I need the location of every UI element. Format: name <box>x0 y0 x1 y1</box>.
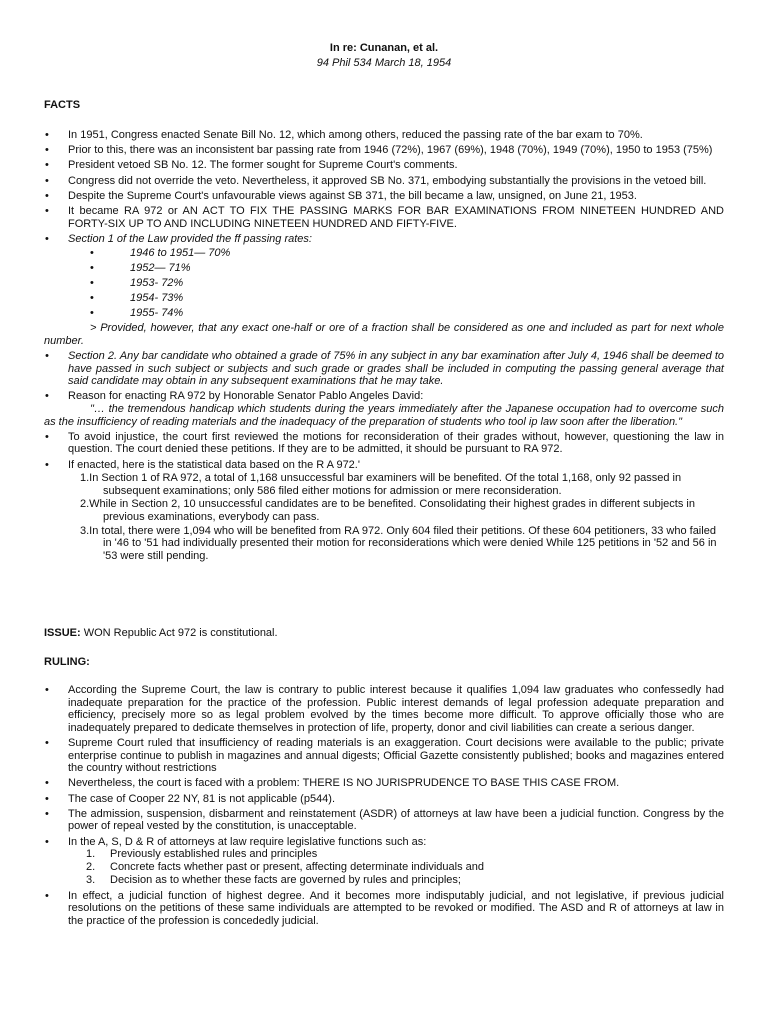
list-item: • The case of Cooper 22 NY, 81 is not applicable (p544). <box>44 793 724 806</box>
proviso-text: > Provided, however, that any exact one-half or ore of a fraction shall be considered as one and included as part for next whole number. <box>44 322 724 347</box>
reason-quote-wrap <box>44 403 724 428</box>
list-item-asdr <box>44 836 724 888</box>
functions-list <box>68 848 724 887</box>
stat-item: 3.In total, there were 1,094 who will be benefited from RA 972. Only 604 filed their petitions. Of these 604 petitioners, 33 who failed in '46 to '51 had individually presented their motion for reconsiderations which were denied While 125 petitions in '52 and 56 in '53 were still pending. <box>80 524 717 562</box>
list-item: • The admission, suspension, disbarment and reinstatement (ASDR) of attorneys at law have been a judicial function. Congress by the power of repeal vested by the constitution, is unacceptable. <box>44 808 724 833</box>
function-item <box>68 861 724 874</box>
issue-label: ISSUE: <box>44 627 81 639</box>
passing-rate: • 1955- 74% <box>90 307 724 320</box>
passing-rate: • 1953- 72% <box>90 277 724 290</box>
issue-line <box>44 627 278 639</box>
passing-rate: • 1946 to 1951— 70% <box>90 247 724 260</box>
list-item: • It became RA 972 or AN ACT TO FIX THE PASSING MARKS FOR BAR EXAMINATIONS FROM NINETEEN HUNDRED AND FORTY-SIX UP TO AND INCLUDING NINETEEN HUNDRED AND FIFTY-FIVE. <box>44 205 724 230</box>
list-item: • In effect, a judicial function of highest degree. And it becomes more indisputably judicial, and not legislative, if previous judicial resolutions on the petitions of these same individuals are attempted to be revoked or modified. The ASD and R of attorneys at law in the practice of the profession is concededly judicial. <box>44 890 724 928</box>
list-item: • President vetoed SB No. 12. The former sought for Supreme Court's comments. <box>44 159 724 172</box>
facts-list <box>44 129 724 565</box>
ruling-heading: RULING: <box>44 656 90 668</box>
list-item: • Prior to this, there was an inconsistent bar passing rate from 1946 (72%), 1967 (69%), 1948 (70%), 1949 (70%), 1950 to 1953 (75%) <box>44 144 724 157</box>
case-citation: 94 Phil 534 March 18, 1954 <box>316 57 452 69</box>
passing-rate: • 1952— 71% <box>90 262 724 275</box>
asdr-intro: In the A, S, D & R of attorneys at law require legislative functions such as: <box>68 835 427 848</box>
issue-text: WON Republic Act 972 is constitutional. <box>80 627 278 639</box>
function-num: 3. <box>86 874 96 887</box>
list-item-reason <box>44 390 724 428</box>
case-title: In re: Cunanan, et al. <box>329 42 439 54</box>
list-item: • To avoid injustice, the court first reviewed the motions for reconsideration of their grades without, however, questioning the law in question. The court denied these petitions. If they are to be admitted, it should be pursuant to RA 972. <box>44 431 724 456</box>
list-item-stats <box>44 459 724 563</box>
list-item: • According the Supreme Court, the law is contrary to public interest because it qualifies 1,094 law graduates who confessedly had inadequate preparation for the practice of the profession. Public interest demands of legal profession adequate preparation and efficiency, precisely more so as legal problem evolved by the times become more difficult. To approve officially those who are inadequately prepared to dedicate themselves in protection of life, property, donor and civil liabilities can create a serious danger. <box>44 684 724 734</box>
function-item <box>68 874 724 887</box>
list-item: • Congress did not override the veto. Nevertheless, it approved SB No. 371, embodying substantially the provisions in the vetoed bill. <box>44 175 724 188</box>
list-item: • Supreme Court ruled that insufficiency of reading materials is an exaggeration. Court decisions were available to the public; private enterprise continue to publish in magazines and annual digests; Official Gazette consistently published; books and magazines entered the country without restrictions <box>44 737 724 775</box>
list-item: • Despite the Supreme Court's unfavourable views against SB 371, the bill became a law, unsigned, on June 21, 1953. <box>44 190 724 203</box>
list-item: • Nevertheless, the court is faced with a problem: THERE IS NO JURISPRUDENCE TO BASE THIS CASE FROM. <box>44 777 724 790</box>
function-text: Concrete facts whether past or present, affecting determinate individuals and <box>110 861 485 874</box>
function-num: 1. <box>86 848 96 861</box>
function-item <box>68 848 724 861</box>
section1-intro: Section 1 of the Law provided the ff passing rates: <box>68 232 312 245</box>
stat-intro: If enacted, here is the statistical data based on the R A 972.' <box>68 458 360 471</box>
reason-quote: "… the tremendous handicap which students during the years immediately after the Japanese occupation had to overcome such as the insufficiency of reading materials and the inadequacy of the preparation of students who tool ip law soon after the liberation." <box>44 402 724 428</box>
proviso-wrap <box>44 322 724 347</box>
passing-rates-list <box>68 247 724 320</box>
ruling-list <box>44 684 724 930</box>
list-item: • In 1951, Congress enacted Senate Bill No. 12, which among others, reduced the passing rate of the bar exam to 70%. <box>44 129 724 142</box>
stat-item: 2.While in Section 2, 10 unsuccessful candidates are to be benefited. Consolidating their highest grades in different subjects in previous examinations, everybody can pass. <box>80 498 695 523</box>
stats-list <box>68 472 724 562</box>
reason-intro: Reason for enacting RA 972 by Honorable Senator Pablo Angeles David: <box>68 390 424 403</box>
function-text: Previously established rules and principles <box>110 848 318 861</box>
list-item-section1 <box>44 233 724 348</box>
function-num: 2. <box>86 861 96 874</box>
stat-item: 1.In Section 1 of RA 972, a total of 1,168 unsuccessful bar examiners will be benefited. Of the total 1,168, only 92 passed in subsequent examinations; only 586 filed either motions for admission or mere reconsideration. <box>80 472 682 497</box>
function-text: Decision as to whether these facts are governed by rules and principles; <box>110 874 461 887</box>
facts-heading: FACTS <box>44 99 81 111</box>
list-item-section2: • Section 2. Any bar candidate who obtained a grade of 75% in any subject in any bar examination after July 4, 1946 shall be deemed to have passed in such subject or subjects and such grade or grades shall be included in computing the passing general average that said candidate may obtain in any subsequent examinations that he may take. <box>44 350 724 388</box>
passing-rate: • 1954- 73% <box>90 292 724 305</box>
